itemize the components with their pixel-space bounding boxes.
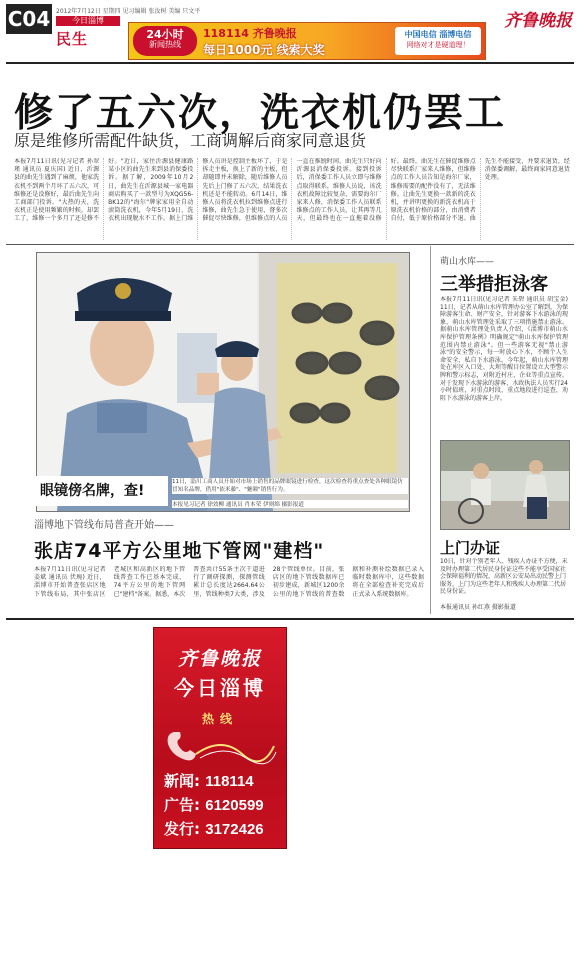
right-kicker: 萌山水库—— [440, 257, 495, 267]
ad-number: 6120599 [205, 797, 264, 814]
newspaper-logo: 齐鲁晚报 [504, 11, 572, 31]
column-divider [430, 246, 431, 614]
right-credit: 本报通讯员 孙红燕 摄影报道 [440, 604, 516, 611]
ad-hotline-label: 热线 [201, 712, 238, 726]
badge-line1: 24小时 [146, 28, 184, 41]
masthead [6, 4, 574, 60]
right-body2: 10日，针对个别老年人、残疾人办证不方便，未及时办理第二代居民身份证这些不能享受国家社会保障福利的情况，高新区公安局出动民警上门服务，上门为这些老年人和残疾人办理第二代居民身份证。 [440, 558, 568, 596]
news-hotline [164, 770, 254, 791]
inspection-photo [36, 252, 410, 512]
lead-headline: 修了五六次，洗衣机仍罢工 [14, 91, 507, 136]
ad-line1: 118114 齐鲁晚报 [203, 27, 297, 40]
telephone-icon [162, 726, 278, 766]
story2-headline: 张店74平方公里地下管网"建档" [34, 540, 325, 562]
page-code: C04 [6, 4, 52, 34]
news-label: 新闻: [164, 772, 200, 790]
right-headline2: 上门办证 [440, 539, 501, 557]
top-rule [6, 62, 574, 64]
telecom-brand: 中国电信 淄博电信 [404, 30, 472, 39]
hotline-ad[interactable] [153, 627, 287, 849]
top-ad-banner[interactable] [128, 22, 486, 60]
section-tag: 今日淄博 [56, 16, 120, 26]
distribution-number: 3172426 [205, 821, 264, 838]
section-name: 民生 [56, 30, 89, 48]
telecom-slogan: 网络对才是硬道理！ [406, 41, 470, 49]
photo-title: 眼镜傍名牌，查! [40, 483, 145, 499]
id-service-illustration [441, 441, 569, 529]
right-headline: 三举措拒泳客 [440, 274, 548, 295]
ad-middle [203, 25, 393, 58]
photo-caption: 11日，淄川工商人员开始对市场上销售的品牌眼镜进行检查，这次检查将重点查处各种眼镜仿冒知名品牌，借用"依米藤"、"魅瞳"销售行为。 [172, 478, 408, 494]
hotline-badge [133, 26, 197, 56]
story2-body: 本报7月11日讯(见习记者 姜斌 通讯员 伏琬) 近日，淄博市开始普查张店区地下管线布局，其中张店区老城区和高新区的地下管线普查工作已基本完成，74平方公里的地下管网已"建档"备案。据悉，本次普查共计55条主次干道进行了调研探测，探测管线累计总长度达2664.64公里，管线种类7大类，涉及28个管线单位。目前，张店区的地下管线数据库已初步建成，新城区1200余公里的地下管线的普查数据和补测补绘数据已录入临时数据库中，这些数据将在全部检查补充完成后正式录入系统数据库。 [34, 566, 424, 598]
lead-divider [6, 244, 574, 245]
ad-label: 广告: [164, 796, 200, 814]
story2-kicker: 淄博地下管线布局普查开始—— [34, 520, 174, 531]
ad-hotline [164, 794, 264, 815]
bottom-rule [6, 618, 574, 620]
distribution-label: 发行: [164, 820, 200, 838]
id-service-photo [440, 440, 570, 530]
badge-line2: 新闻热线 [149, 40, 181, 49]
ad-today-zibo: 今日淄博 [174, 676, 266, 700]
lead-subhead: 原是维修所需配件缺货，工商调解后商家同意退货 [14, 131, 367, 150]
photo-credit: 本报见习记者 徐效柳 通讯员 肖本荣 伊则绵 摄影报道 [172, 500, 408, 508]
lead-body: 本报7月11日讯(见习记者 孙翠瑾 通讯员 夏庆国) 近日，沂源县的曲先生遇到了麻烦，他家洗衣机不到两个月坏了五六次，可维修还是没修好，最后曲先生向工商部门投诉。"大热的天，洗衣机正是使用频繁的时候，却罢工了，维修一个多月了还是修不好。"近日，家住沂源县健康路某小区的曲先生来到县消保委投诉。据了解，2009年10月2日，曲先生在沂源县城一家电器商店购买了一款型号为XQG56-BK12的"海尔"牌家家用全自动滚筒洗衣机，今年5月19日，洗衣机出现脱水不工作。据上门维修人员讲是控制主板坏了，于是拆走主板，换上了新的主板，但却随即并未解除，随后维修人员先后上门修了五六次，结果洗衣机还是不能转动。6月14日，维修人员将洗衣机拉到维修点进行维修，曲先生急于使用，督多次催促尽快维修，但维修点的人员一直在推脱时间，曲先生只好向沂源县消保委投诉。接到投诉后，消保委工作人员立即与维修点取得联系，维修人员说，该洗衣机故障比较复杂，需要海尔厂家来人修，消保委工作人员联系维修点的工作人员，让其再等几天，但最终也在一直拖着没修好。最终，曲先生在催促维修点尽快联系厂家来人维修，但维修点的工作人员告知是海尔厂家，维修需要的配件没有了，无法维修。让曲先生更换一款新的洗衣机，并讲明更换的新洗衣机高于原洗衣机价格的部分，由消费者自付，低于原价格部分不退。曲先生不能接受，并要求退货，经消保委调解，最终商家同意退货处理。 [14, 158, 570, 223]
dateline: 2012年7月12日 星期四 见习编辑 张汝树 美编 只文平 [56, 8, 201, 15]
telecom-ad [395, 27, 481, 55]
photo-illustration [37, 253, 409, 511]
news-number: 118114 [205, 773, 254, 790]
right-body: 本报7月11日讯(见习记者 朱碧 通讯员 胡宝金) 11日，记者从萌山水库管理办公室了解到，为保障游客生命、财产安全，针对游客下水游泳的现象，萌山水库管理处采取了三项措施禁止游泳。据萌山水库管理处负责人介绍，《淄博市萌山水库保护管理条例》明确规定"萌山水库保护管理范围内禁止游泳"。但一些游客无视"禁止游泳"的安全警示，每一时放心下水，不顾个人生命安全，私自下水游泳。今年起，萌山水库管理处在库区入口处、大坝等醒目位置设立大型警示牌和警示标志，对附近村庄、企业等重点宣传。对于发现下水游泳的游客，水政执法人员实行24小时值班，对重点时段、重点地段进行巡查，劝阻下水游泳的游客上岸。 [440, 296, 568, 402]
ad-paper-name: 齐鲁晚报 [177, 648, 262, 670]
distribution-hotline [164, 818, 264, 839]
ad-line2: 每日1000元 线索大奖 [203, 43, 325, 57]
